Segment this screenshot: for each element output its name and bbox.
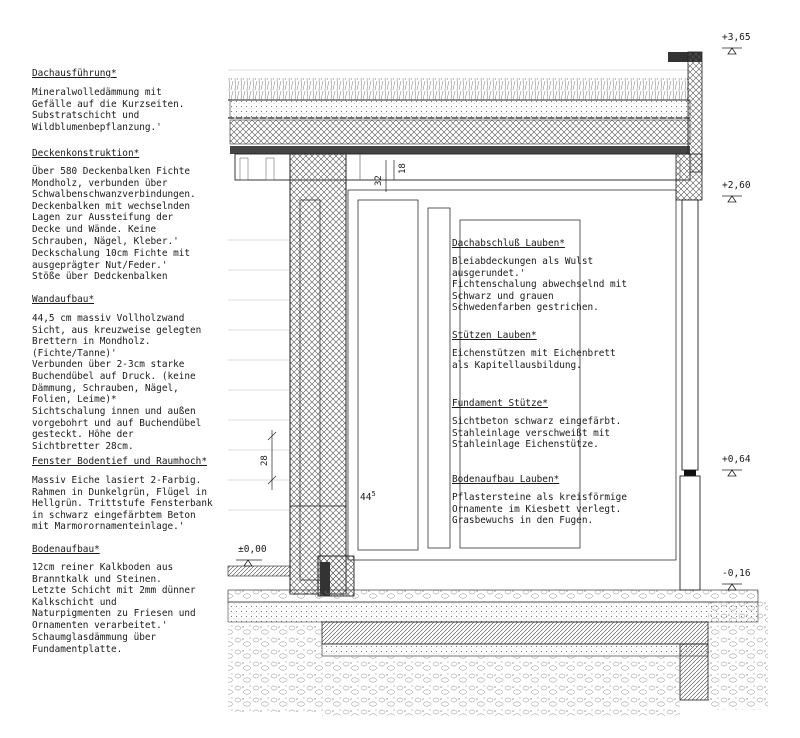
- heading-deckenkonstruktion: Deckenkonstruktion*: [32, 148, 140, 159]
- dim-beam-32: 32: [374, 175, 384, 186]
- text-sichtschalung: Sichtschalung innen und außen vorgebohrt und auf Buchendübel gesteckt. Höhe der Sichtbretter 28cm.: [32, 406, 202, 452]
- level-top: +3,65: [722, 32, 751, 43]
- text-schaumglas: Schaumglasdämmung über Fundamentplatte.: [32, 632, 157, 655]
- level-foundation: +0,64: [722, 454, 751, 465]
- text-bodenaufbau-lauben: Pflastersteine als kreisförmige Ornamente im Kiesbett verlegt. Grasbewuchs in den Fugen.: [452, 492, 627, 527]
- window: [348, 190, 676, 560]
- text-wandaufbau: 44,5 cm massiv Vollholzwand Sicht, aus kreuzweise gelegten Brettern in Mondholz. (Fichte/Tanne)' Verbunden über 2-3cm starke Buchendübel auf Druck. (keine Dämmung, Schrauben, Nägel, Folien, Leime)*: [32, 313, 202, 406]
- text-fenster: Massiv Eiche lasiert 2-Farbig. Rahmen in Dunkelgrün, Flügel in Hellgrün. Trittstufe Fensterbank in schwarz eingefärbtem Beton mit Marmorornamenteinlage.': [32, 475, 213, 533]
- level-ground: -0,16: [722, 568, 751, 579]
- dim-wall-thickness-value: 44: [360, 492, 372, 504]
- level-floor: ±0,00: [238, 544, 267, 555]
- heading-wandaufbau: Wandaufbau*: [32, 294, 95, 305]
- eave-block: [676, 154, 702, 200]
- heading-fundament: Fundament Stütze*: [452, 398, 548, 409]
- heading-bodenaufbau-lauben: Bodenaufbau Lauben*: [452, 474, 560, 485]
- text-fundament: Sichtbeton schwarz eingefärbt. Stahleinlage verschweißt mit Stahleinlage Eichenstütze.: [452, 416, 622, 451]
- dim-board-28: 28: [260, 455, 270, 466]
- heading-stuetzen: Stützen Lauben*: [452, 330, 537, 341]
- roof-build-up: [228, 78, 690, 154]
- dim-beam-18: 18: [398, 163, 408, 174]
- timber-wall: [290, 154, 346, 594]
- text-deckenkonstruktion: Über 580 Deckenbalken Fichte Mondholz, verbunden über Schwalbenschwanzverbindungen. Deckenbalken mit wechselnden Lagen zur Aussteifung der Decke und Wände. Keine Schrauben, Nägel, Kleber.': [32, 166, 196, 247]
- level-eave: +2,60: [722, 180, 751, 191]
- heading-bodenaufbau: Bodenaufbau*: [32, 544, 100, 555]
- heading-fenster: Fenster Bodentief und Raumhoch*: [32, 456, 207, 467]
- dim-wall-thickness-sup: 5: [371, 490, 376, 498]
- text-stuetzen: Eichenstützen mit Eichenbrett als Kapitellausbildung.: [452, 348, 616, 371]
- text-bodenaufbau: 12cm reiner Kalkboden aus Branntkalk und Steinen. Letzte Schicht mit 2mm dünner Kalkschicht und Naturpigmenten zu Friesen und Ornamenten verarbeitet.': [32, 562, 196, 631]
- text-deckschalung: Deckschalung 10cm Fichte mit ausgeprägter Nut/Feder.' Stöße über Dedckenbalken: [32, 248, 191, 283]
- heading-dachausfuehrung: Dachausführung*: [32, 68, 117, 79]
- text-dachausfuehrung: Mineralwolledämmung mit Gefälle auf die Kurzseiten. Substratschicht und Wildblumenbepflanzung.': [32, 87, 185, 133]
- text-dachabschluss: Bleiabdeckungen als Wulst ausgerundet.' Fichtenschalung abwechselnd mit Schwarz und grauen Schwedenfarben gestrichen.: [452, 256, 627, 314]
- heading-dachabschluss: Dachabschluß Lauben*: [452, 238, 565, 249]
- oak-column: [680, 200, 700, 590]
